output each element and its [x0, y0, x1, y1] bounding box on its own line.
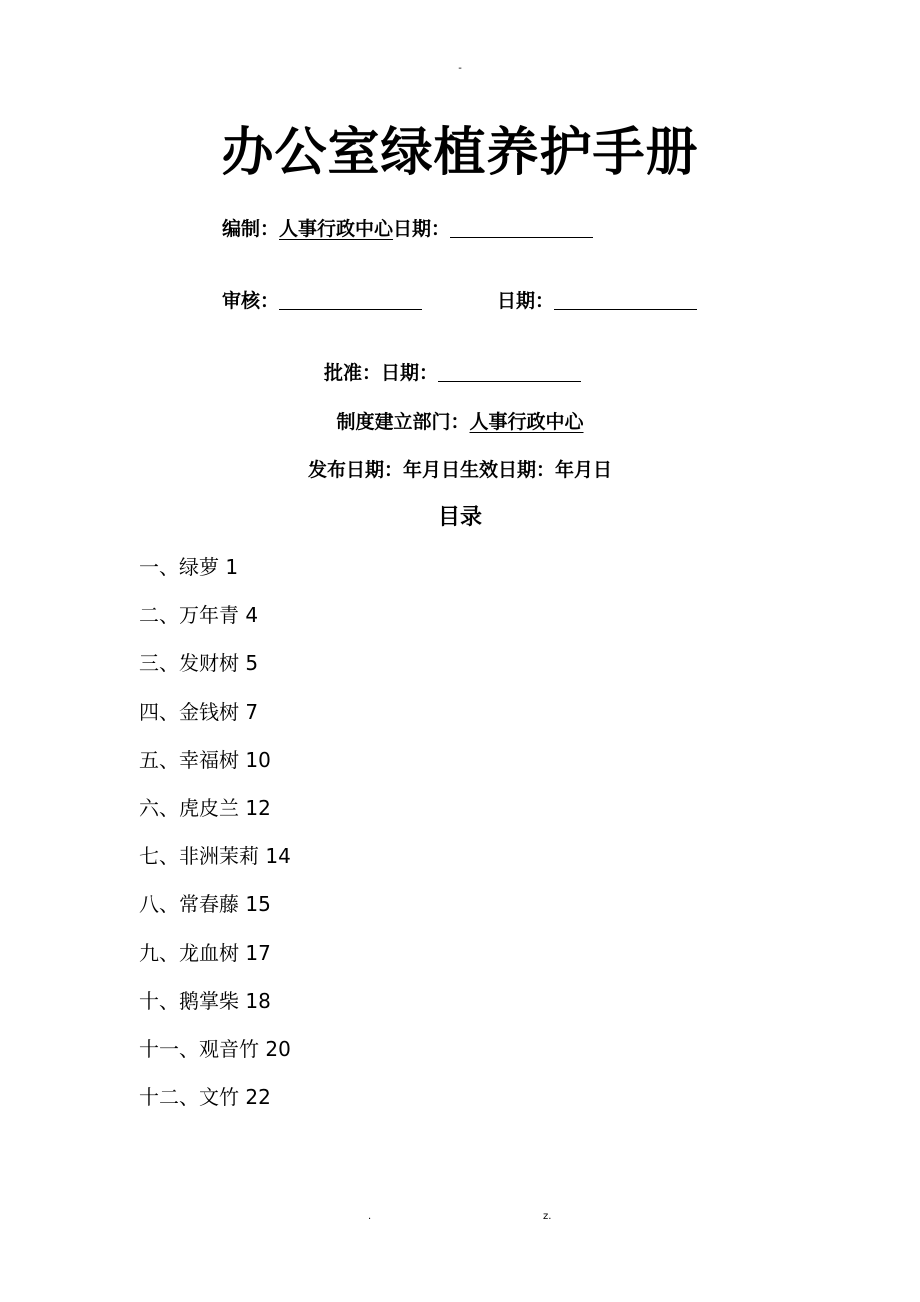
- review-date-line: [497, 287, 697, 315]
- toc-item[interactable]: 七、非洲茉莉 14: [139, 844, 291, 869]
- toc-item[interactable]: 十、鹅掌柴 18: [139, 988, 271, 1013]
- compiler-line: [222, 215, 593, 243]
- toc-item[interactable]: 六、虎皮兰 12: [139, 795, 271, 820]
- compiler-label: 编制：: [222, 218, 280, 240]
- department-label: 制度建立部门：: [336, 411, 470, 433]
- header-mark: -: [458, 63, 462, 74]
- toc-item[interactable]: 五、幸福树 10: [139, 747, 271, 772]
- toc-title: 目录: [437, 505, 482, 530]
- compiler-date-label: 日期：: [393, 218, 451, 240]
- approve-line: [324, 359, 581, 387]
- toc-item[interactable]: 十一、观音竹 20: [139, 1036, 291, 1061]
- toc-item[interactable]: 三、发财树 5: [139, 651, 259, 676]
- approve-label: 批准：日期：: [324, 362, 439, 384]
- compiler-date-blank: [450, 217, 593, 238]
- footer-right-mark: z.: [543, 1211, 552, 1222]
- review-blank: [279, 289, 422, 310]
- toc-item[interactable]: 八、常春藤 15: [139, 892, 271, 917]
- review-label: 审核：: [222, 290, 280, 312]
- department-line: [0, 408, 920, 436]
- toc-list: [139, 548, 291, 1126]
- approve-date-blank: [438, 361, 581, 382]
- compiler-value: 人事行政中心: [279, 218, 394, 240]
- toc-item[interactable]: 二、万年青 4: [139, 603, 259, 628]
- document-title: 办公室绿植养护手册: [221, 123, 699, 183]
- publish-line: 发布日期：年月日生效日期：年月日: [307, 459, 612, 481]
- review-date-blank: [554, 289, 697, 310]
- toc-item[interactable]: 一、绿萝 1: [139, 555, 239, 579]
- department-value: 人事行政中心: [469, 411, 584, 433]
- toc-item[interactable]: 九、龙血树 17: [139, 940, 271, 965]
- toc-item[interactable]: 四、金钱树 7: [139, 699, 259, 724]
- footer-left-mark: .: [368, 1211, 372, 1222]
- review-line: [222, 287, 422, 315]
- toc-item[interactable]: 十二、文竹 22: [139, 1085, 271, 1110]
- review-date-label: 日期：: [497, 290, 555, 312]
